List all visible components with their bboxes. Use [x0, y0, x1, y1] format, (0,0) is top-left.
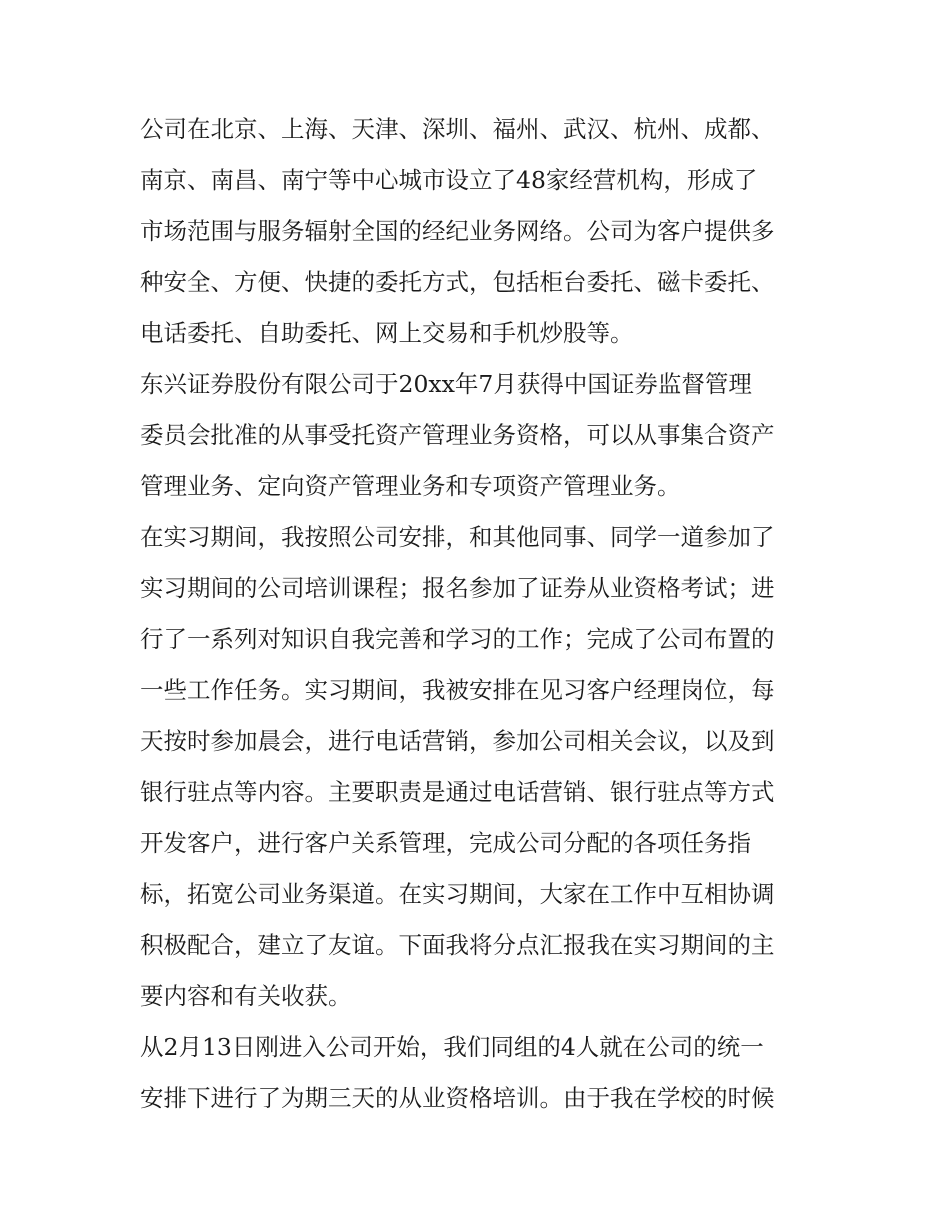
- document-body: [140, 104, 820, 1124]
- text-line: 积极配合，建立了友谊。下面我将分点汇报我在实习期间的主: [140, 931, 775, 959]
- text-line: 在实习期间，我按照公司安排，和其他同事、同学一道参加了: [140, 523, 775, 551]
- text-line: 安排下进行了为期三天的从业资格培训。由于我在学校的时候: [140, 1084, 775, 1112]
- text-line: 行了一系列对知识自我完善和学习的工作；完成了公司布置的: [140, 625, 775, 653]
- text-line: 从2月13日刚进入公司开始，我们同组的4人就在公司的统一: [140, 1033, 764, 1061]
- text-line: 要内容和有关收获。: [140, 982, 352, 1010]
- text-line: 电话委托、自助委托、网上交易和手机炒股等。: [140, 319, 634, 347]
- text-line: 管理业务、定向资产管理业务和专项资产管理业务。: [140, 472, 681, 500]
- text-line: 东兴证券股份有限公司于20xx年7月获得中国证券监督管理: [140, 370, 752, 398]
- text-line: 标，拓宽公司业务渠道。在实习期间，大家在工作中互相协调: [140, 880, 775, 908]
- text-line: 种安全、方便、快捷的委托方式，包括柜台委托、磁卡委托、: [140, 268, 775, 296]
- text-line: 委员会批准的从事受托资产管理业务资格，可以从事集合资产: [140, 421, 775, 449]
- text-line: 市场范围与服务辐射全国的经纪业务网络。公司为客户提供多: [140, 217, 775, 245]
- text-line: 天按时参加晨会，进行电话营销，参加公司相关会议，以及到: [140, 727, 775, 755]
- text-line: 一些工作任务。实习期间，我被安排在见习客户经理岗位，每: [140, 676, 775, 704]
- text-line: 实习期间的公司培训课程；报名参加了证券从业资格考试；进: [140, 574, 775, 602]
- text-line: 南京、南昌、南宁等中心城市设立了48家经营机构，形成了: [140, 166, 758, 194]
- text-line: 公司在北京、上海、天津、深圳、福州、武汉、杭州、成都、: [140, 115, 775, 143]
- text-line: 银行驻点等内容。主要职责是通过电话营销、银行驻点等方式: [140, 778, 775, 806]
- text-line: 开发客户，进行客户关系管理，完成公司分配的各项任务指: [140, 829, 751, 857]
